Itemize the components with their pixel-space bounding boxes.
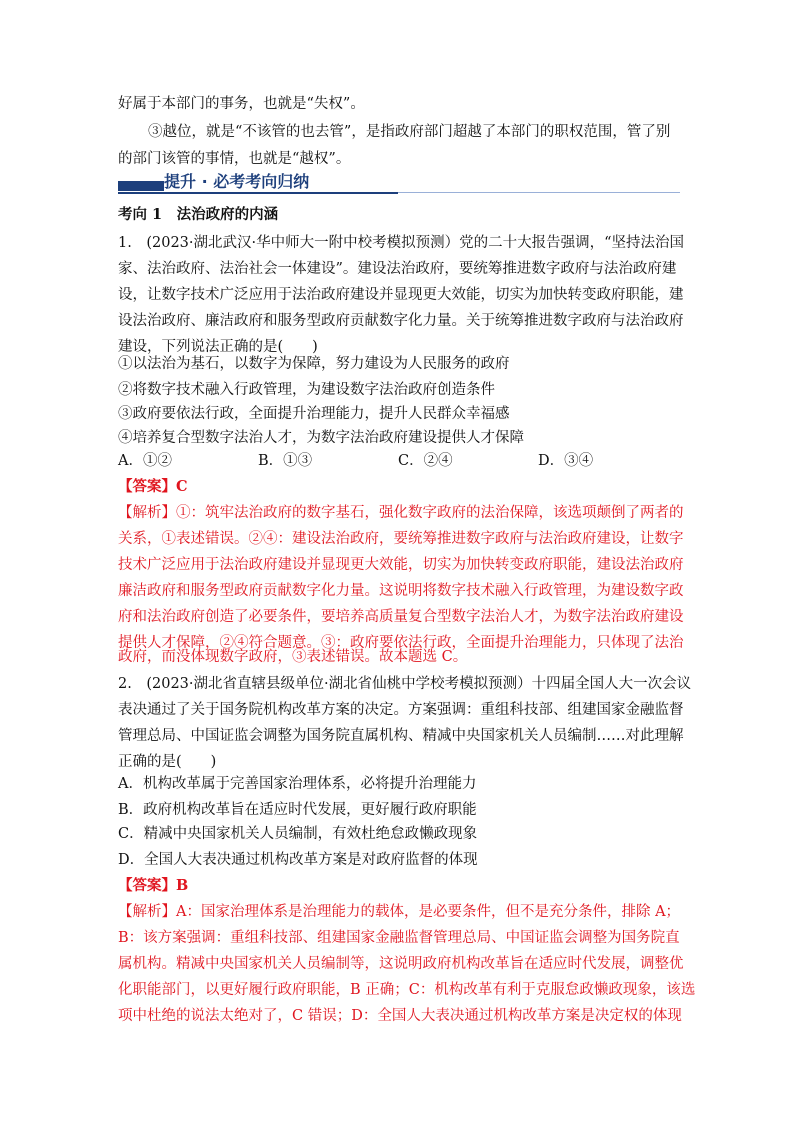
intro-line: 好属于本部门的事务，也就是“失权”。 [118,96,365,112]
q1-stem-line: 建设，下列说法正确的是( ) [118,339,318,355]
q1-analysis-line: 【解析】①：筑牢法治政府的数字基石，强化数字政府的法治保障，该选项颠倒了两者的 [118,505,684,521]
q1-option-d: D．③④ [538,453,594,469]
q1-item: ②将数字技术融入行政管理，为建设数字法治政府创造条件 [118,382,495,398]
q1-analysis-line: 廉洁政府和服务型政府贡献数字化力量。这说明将数字技术融入行政管理，为建设数字政 [118,583,684,599]
q2-analysis-line: 【解析】A：国家治理体系是治理能力的载体，是必要条件，但不是充分条件，排除 A； [118,904,681,920]
q2-stem-line: 管理总局、中国证监会调整为国务院直属机构、精减中央国家机关人员编制……对此理解 [118,728,684,744]
banner-underline-light [398,192,680,193]
q2-analysis-line: 项中杜绝的说法太绝对了，C 错误；D：全国人大表决通过机构改革方案是决定权的体现 [118,1008,682,1024]
q1-option-b: B．①③ [258,453,313,469]
q1-item: ③政府要依法行政，全面提升治理能力，提升人民群众幸福感 [118,406,510,422]
banner-bar-decoration [118,181,164,191]
q2-analysis-line: 属机构。精减中央国家机关人员编制等，这说明政府机构改革旨在适应时代发展，调整优 [118,956,684,972]
section-banner [118,172,680,194]
q2-stem-line: 表决通过了关于国务院机构改革方案的决定。方案强调：重组科技部、组建国家金融监督 [118,702,684,718]
intro-line: ③越位，就是“不该管的也去管”，是指政府部门超越了本部门的职权范围，管了别 [148,124,671,140]
q1-analysis-line: 政府，而没体现数字政府，③表述错误。故本题选 C。 [118,649,468,665]
q1-stem-line: 1. (2023·湖北武汉·华中师大一附中校考模拟预测）党的二十大报告强调，“坚持法治国 [118,235,685,251]
q2-stem-line: 2. (2023·湖北省直辖县级单位·湖北省仙桃中学校考模拟预测）十四届全国人大一次会议 [118,676,692,692]
q1-stem-line: 家、法治政府、法治社会一体建设”。建设法治政府，要统筹推进数字政府与法治政府建 [118,261,677,277]
q2-option-a: A．机构改革属于完善国家治理体系，必将提升治理能力 [118,776,477,792]
q1-analysis-line: 技术广泛应用于法治政府建设并显现更大效能，切实为加快转变政府职能，建设法治政府 [118,557,684,573]
q2-option-b: B．政府机构改革旨在适应时代发展，更好履行政府职能 [118,802,477,818]
q2-analysis-line: 化职能部门，以更好履行政府职能，B 正确；C：机构改革有利于克服怠政懒政现象，该选 [118,982,696,998]
banner-title: 提升 · 必考考向归纳 [164,172,310,191]
q1-item: ①以法治为基石，以数字为保障，努力建设为人民服务的政府 [118,356,510,372]
q1-item: ④培养复合型数字法治人才，为数字法治政府建设提供人才保障 [118,430,524,446]
q1-option-a: A．①② [118,453,172,469]
q1-answer: 【答案】C [118,478,188,495]
q2-analysis-line: B：该方案强调：重组科技部、组建国家金融监督管理总局、中国证监会调整为国务院直 [118,930,680,946]
section-title: 考向 1 法治政府的内涵 [118,206,279,223]
intro-line: 的部门该管的事情，也就是“越权”。 [118,151,351,167]
q1-analysis-line: 关系，①表述错误。②④：建设法治政府，要统筹推进数字政府与法治政府建设，让数字 [118,531,684,547]
q2-stem-line: 正确的是( ) [118,754,217,770]
q2-option-c: C．精减中央国家机关人员编制，有效杜绝怠政懒政现象 [118,826,478,842]
q1-option-c: C．②④ [398,453,453,469]
q2-answer: 【答案】B [118,877,189,894]
banner-underline [118,192,398,194]
q1-stem-line: 设法治政府、廉洁政府和服务型政府贡献数字化力量。关于统筹推进数字政府与法治政府 [118,313,684,329]
q2-option-d: D．全国人大表决通过机构改革方案是对政府监督的体现 [118,852,478,868]
q1-analysis-line: 府和法治政府创造了必要条件，要培养高质量复合型数字法治人才，为数字法治政府建设 [118,609,684,625]
q1-stem-line: 设，让数字技术广泛应用于法治政府建设并显现更大效能，切实为加快转变政府职能，建 [118,287,684,303]
q1-analysis-line: 提供人才保障，②④符合题意。③：政府要依法行政，全面提升治理能力，只体现了法治 [118,635,684,651]
